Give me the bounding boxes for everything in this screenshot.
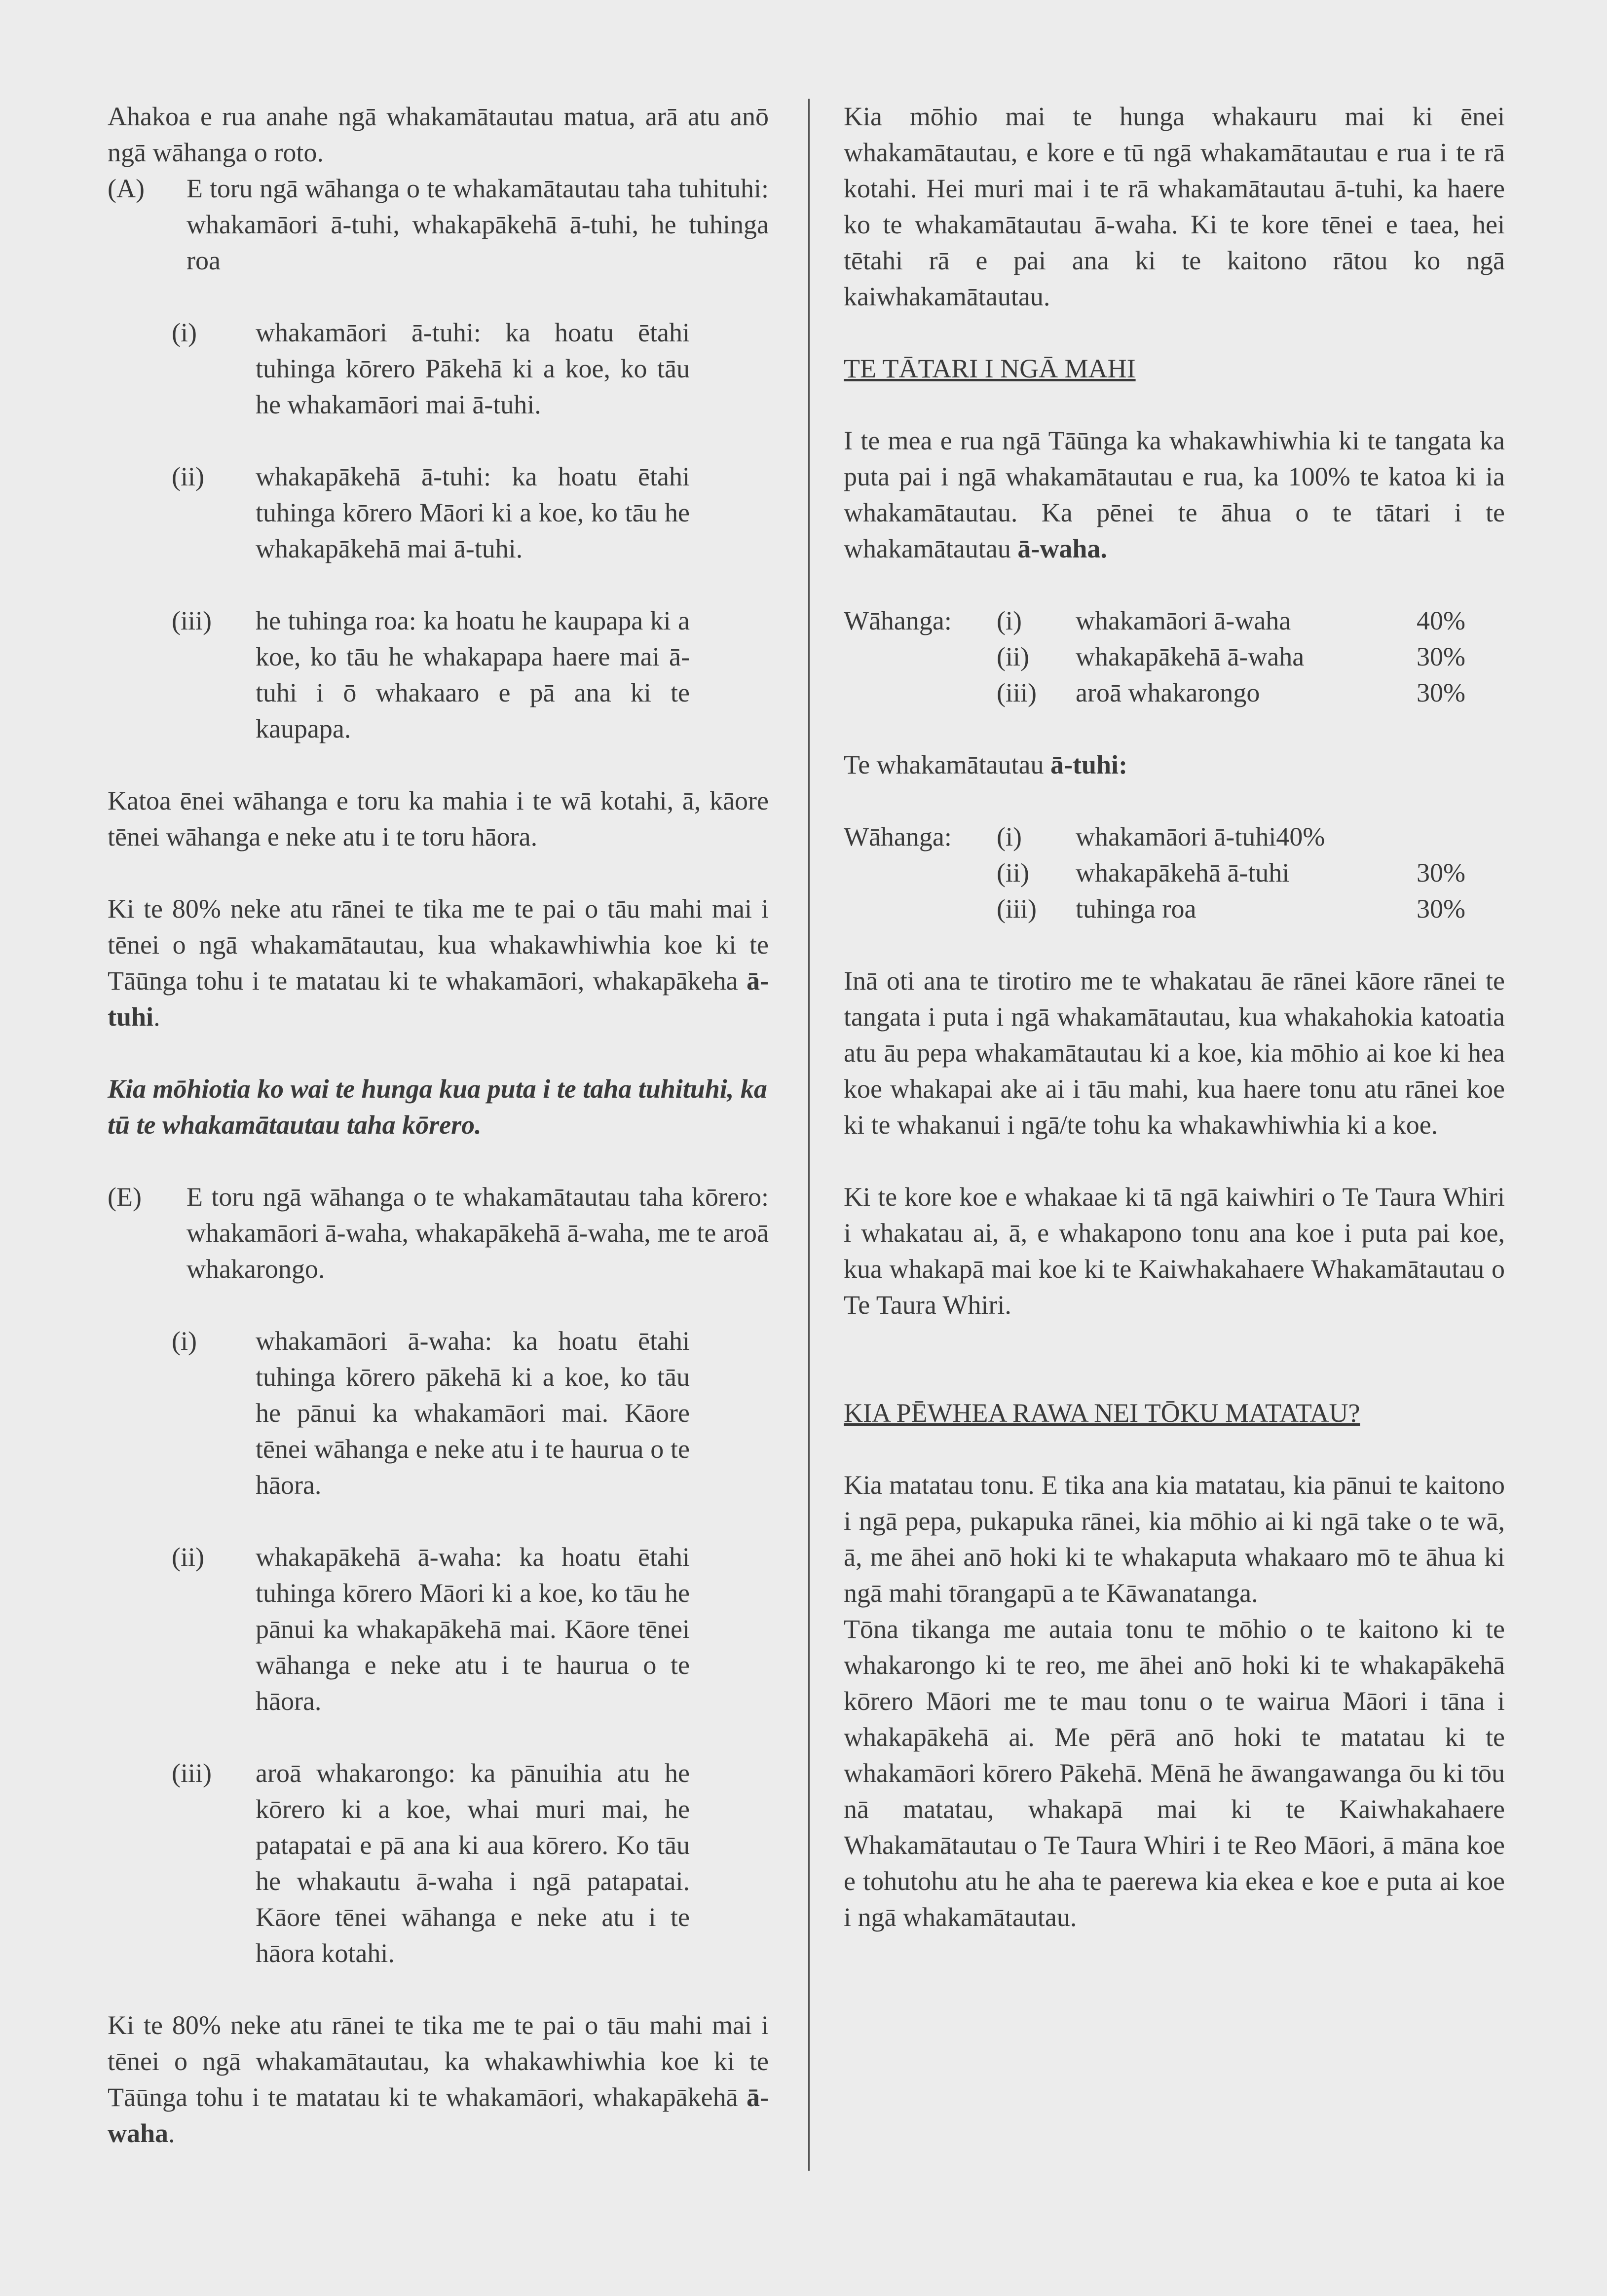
award-waha-paragraph	[108, 2007, 769, 2151]
section-a-label: (A)	[108, 174, 145, 203]
section-e-item	[172, 1323, 769, 1503]
katoa-paragraph: Katoa ēnei wāhanga e toru ka mahia i te wā kotahi, ā, kāore tēnei wāhanga e neke atu i te toru hāora.	[108, 786, 769, 852]
column-divider	[808, 99, 810, 2171]
item-label: (ii)	[172, 1542, 204, 1572]
section-a-item	[172, 459, 769, 567]
section-a-text: E toru ngā wāhanga o te whakamātautau taha tuhituhi: whakamāori ā-tuhi, whakapākehā ā-tuhi, he tuhinga roa	[187, 174, 769, 275]
tuhi-marks-table	[844, 819, 1505, 927]
award-waha-text: Ki te 80% neke atu rānei te tika me te pai o tāu mahi mai i tēnei o ngā whakamātautau, ka whakawhiwhia koe ki te Tāūnga tohu i te matatau ki te whakamāori, whakapākehā	[108, 2010, 769, 2112]
row-name: whakamāori ā-waha	[1076, 606, 1291, 635]
row-name: whakamāori ā-tuhi40%	[1076, 822, 1325, 852]
row-pct: 30%	[1417, 858, 1465, 888]
row-num: (ii)	[997, 642, 1029, 671]
row-name: aroā whakarongo	[1076, 678, 1260, 707]
kore-paragraph: Ki te kore koe e whakaae ki tā ngā kaiwhiri o Te Taura Whiri i whakatau ai, ā, e whakapono tonu ana koe i puta pai koe, kua whakapā mai koe ki te Kaiwhakahaere Whakamātautau o Te Taura Whiri.	[844, 1182, 1505, 1320]
matatau-paragraph-1: Kia matatau tonu. E tika ana kia matatau, kia pānui te kaitono i ngā pepa, pukapuka rānei, kia mōhio ai ki ngā take o te wā, ā, me āhei anō hoki ki te whakaputa whakaaro mō te āhua ki ngā mahi tōrangapū a te Kāwanatanga.	[844, 1470, 1505, 1608]
item-label: (ii)	[172, 462, 204, 491]
item-text: whakamāori ā-tuhi: ka hoatu ētahi tuhinga kōrero Pākehā ki a koe, ko tāu he whakamāori mai ā-tuhi.	[256, 318, 690, 419]
waha-marks-table	[844, 603, 1505, 711]
row-num: (i)	[997, 606, 1022, 635]
right-column	[844, 99, 1505, 1935]
row-name: whakapākehā ā-waha	[1076, 642, 1305, 671]
table-label: Wāhanga:	[844, 606, 952, 635]
item-text: whakapākehā ā-tuhi: ka hoatu ētahi tuhinga kōrero Māori ki a koe, ko tāu he whakapākehā mai ā-tuhi.	[256, 462, 690, 563]
item-label: (i)	[172, 318, 197, 347]
section-a	[108, 171, 769, 279]
row-pct	[1386, 819, 1465, 855]
section-e-text: E toru ngā wāhanga o te whakamātautau taha kōrero: whakamāori ā-waha, whakapākehā ā-waha, me te aroā whakarongo.	[187, 1182, 769, 1284]
left-column	[108, 99, 769, 2151]
row-num: (iii)	[997, 678, 1037, 707]
matatau-heading: KIA PĒWHEA RAWA NEI TŌKU MATATAU?	[844, 1398, 1360, 1428]
award-waha-bold: ā-waha	[108, 2082, 769, 2148]
award-waha-end: .	[168, 2118, 175, 2148]
section-e-label: (E)	[108, 1182, 142, 1212]
item-label: (iii)	[172, 1758, 212, 1788]
matatau-paragraph-2: Tōna tikanga me autaia tonu te mōhio o te kaitono ki te whakarongo ki te reo, me āhei anō hoki ki te whakapākehā kōrero Māori me te mau tonu o te wairua Māori i tāna i whakapākehā ai. Me pērā anō hoki te matatau ki te whakamāori kōrero Pākehā. Mēnā he āwangawanga ōu ki tōu nā matatau, whakapā mai ki te Kaiwhakahaere Whakamātautau o Te Taura Whiri i te Reo Māori, ā māna koe e tohutohu atu he aha te paerewa kia ekea e koe e puta ai koe i ngā whakamātautau.	[844, 1614, 1505, 1932]
row-pct: 30%	[1417, 678, 1465, 707]
row-num: (ii)	[997, 858, 1029, 888]
row-name: tuhinga roa	[1076, 894, 1196, 924]
tatari-heading: TE TĀTARI I NGĀ MAHI	[844, 354, 1136, 383]
tatari-bold: ā-waha.	[1017, 534, 1107, 563]
section-e-item	[172, 1539, 769, 1719]
row-num: (iii)	[997, 894, 1037, 924]
ina-paragraph: Inā oti ana te tirotiro me te whakatau āe rānei kāore rānei te tangata i puta i ngā whakamātautau, kua whakahokia katoatia atu āu pepa whakamātautau ki a koe, kia mōhio ai koe ki hea koe whakapai ake ai i tāu mahi, kua haere tonu atu rānei koe ki te whakanui i ngā/te tohu ka whakawhiwhia ki a koe.	[844, 966, 1505, 1140]
item-text: aroā whakarongo: ka pānuihia atu he kōrero ki a koe, whai muri mai, he patapatai e pā ana ki aua kōrero. Ko tāu he whakautu ā-waha i ngā patapatai. Kāore tēnei wāhanga e neke atu i te hāora kotahi.	[256, 1758, 690, 1968]
tuhi-label-text: Te whakamātautau	[844, 750, 1051, 779]
item-label: (iii)	[172, 606, 212, 635]
intro-paragraph: Ahakoa e rua anahe ngā whakamātautau matua, arā atu anō ngā wāhanga o roto.	[108, 102, 769, 167]
item-text: whakamāori ā-waha: ka hoatu ētahi tuhinga kōrero pākehā ki a koe, ko tāu he pānui ka whakamāori mai. Kāore tēnei wāhanga e neke atu i te haurua o te hāora.	[256, 1326, 690, 1500]
tatari-paragraph	[844, 423, 1505, 567]
award-tuhi-text: Ki te 80% neke atu rānei te tika me te pai o tāu mahi mai i tēnei o ngā whakamātautau, kua whakawhiwhia koe ki te Tāūnga tohu i te matatau ki te whakamāori, whakapākeha	[108, 894, 769, 996]
row-name: whakapākehā ā-tuhi	[1076, 858, 1290, 888]
row-pct: 30%	[1417, 894, 1465, 924]
section-a-item	[172, 315, 769, 423]
schedule-paragraph: Kia mōhio mai te hunga whakauru mai ki ēnei whakamātautau, e kore e tū ngā whakamātautau e rua i te rā kotahi. Hei muri mai i te rā whakamātautau ā-tuhi, ka haere ko te whakamātautau ā-waha. Ki te kore tēnei e taea, hei tētahi rā e pai ana ki te kaitono rātou ko ngā kaiwhakamātautau.	[844, 102, 1505, 311]
item-text: he tuhinga roa: ka hoatu he kaupapa ki a koe, ko tāu he whakapapa haere mai ā-tuhi i ō whakaaro e pā ana ki te kaupapa.	[256, 606, 690, 743]
section-e	[108, 1179, 769, 1287]
award-tuhi-paragraph	[108, 891, 769, 1035]
row-pct: 30%	[1417, 642, 1465, 671]
item-label: (i)	[172, 1326, 197, 1356]
section-a-item	[172, 603, 769, 747]
italic-note: Kia mōhiotia ko wai te hunga kua puta i te taha tuhituhi, ka tū te whakamātautau taha kōrero.	[108, 1074, 767, 1140]
row-num: (i)	[997, 822, 1022, 852]
award-tuhi-end: .	[153, 1002, 160, 1032]
row-pct: 40%	[1417, 606, 1465, 635]
award-tuhi-bold: ā-tuhi	[108, 966, 769, 1032]
item-text: whakapākehā ā-waha: ka hoatu ētahi tuhinga kōrero Māori ki a koe, ko tāu he pānui ka whakapākehā mai. Kāore tēnei wāhanga e neke atu i te haurua o te hāora.	[256, 1542, 690, 1716]
tatari-text: I te mea e rua ngā Tāūnga ka whakawhiwhia ki te tangata ka puta pai i ngā whakamātautau e rua, ka 100% te katoa ki ia whakamātautau. Ka pēnei te āhua o te tātari i te whakamātautau	[844, 426, 1505, 563]
tuhi-label	[844, 747, 1505, 783]
section-e-item	[172, 1755, 769, 1971]
tuhi-label-bold: ā-tuhi:	[1050, 750, 1128, 779]
table-label: Wāhanga:	[844, 822, 952, 852]
